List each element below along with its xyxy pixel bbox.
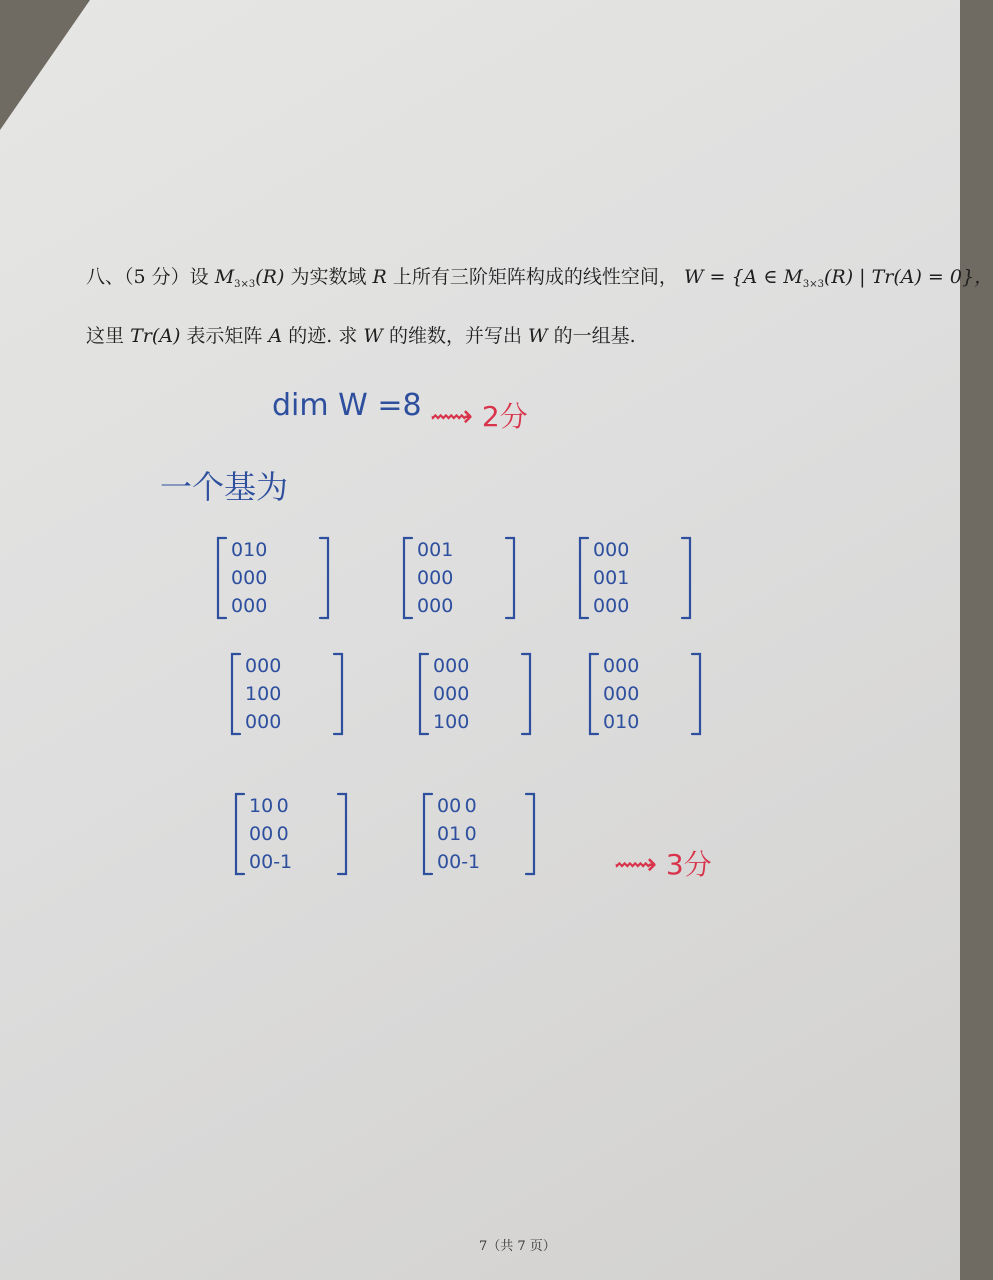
matrix-entry: -1 bbox=[273, 851, 293, 873]
matrix-entry: 0 bbox=[257, 683, 270, 705]
matrix-entry: 1 bbox=[615, 711, 628, 733]
matrix-entry: 1 bbox=[245, 683, 258, 705]
matrix-entry: 0 bbox=[615, 683, 628, 705]
right-bracket bbox=[692, 654, 700, 734]
matrix-entry: 1 bbox=[449, 823, 462, 845]
problem-prefix: 八、（5 分）设 bbox=[86, 266, 209, 288]
matrix-entries bbox=[593, 536, 629, 620]
set-definition: W = {A ∈ M bbox=[683, 266, 803, 288]
matrix-entry: 0 bbox=[457, 711, 470, 733]
matrix-row bbox=[603, 652, 639, 680]
matrix-entry: -1 bbox=[461, 851, 481, 873]
matrix-entries bbox=[437, 792, 480, 876]
matrix-entry: 0 bbox=[441, 595, 454, 617]
matrix-space-subscript: 3×3 bbox=[234, 279, 256, 290]
trace-expression: Tr(A) bbox=[130, 325, 181, 347]
matrix-row bbox=[231, 536, 267, 564]
matrix-row bbox=[433, 708, 469, 736]
matrix-entry: 0 bbox=[593, 567, 606, 589]
matrix-entry: 0 bbox=[457, 655, 470, 677]
matrix-entry: 0 bbox=[464, 795, 477, 817]
matrix-entry: 0 bbox=[245, 711, 258, 733]
matrix-entry: 0 bbox=[429, 567, 442, 589]
squiggle-arrow-icon-2: ⟿ bbox=[614, 847, 658, 882]
line2-text-d: 的维数，并写出 bbox=[388, 325, 522, 347]
matrix-entry: 0 bbox=[231, 567, 244, 589]
matrix-entry: 0 bbox=[437, 795, 450, 817]
matrix-row bbox=[417, 536, 453, 564]
score-annotation-basis bbox=[614, 843, 712, 883]
matrix-entry: 0 bbox=[603, 655, 616, 677]
line2-text-c: 的迹. 求 bbox=[288, 325, 358, 347]
matrix-row bbox=[437, 848, 480, 876]
matrix-entry: 0 bbox=[269, 711, 282, 733]
matrix-entry: 0 bbox=[615, 655, 628, 677]
right-bracket bbox=[320, 538, 328, 618]
matrix-row bbox=[593, 536, 629, 564]
matrix-row bbox=[249, 792, 292, 820]
left-bracket bbox=[420, 654, 428, 734]
matrix-entry: 0 bbox=[437, 851, 450, 873]
problem-rest-text: 上所有三阶矩阵构成的线性空间， bbox=[392, 266, 678, 288]
matrix-entry: 0 bbox=[445, 683, 458, 705]
matrix-entry: 0 bbox=[276, 795, 289, 817]
matrix-row bbox=[433, 680, 469, 708]
matrix-row bbox=[417, 564, 453, 592]
matrix-entry: 0 bbox=[257, 655, 270, 677]
matrix-entry: 0 bbox=[243, 567, 256, 589]
dimension-answer: dim W =8 bbox=[272, 388, 422, 423]
matrix-entry: 0 bbox=[603, 711, 616, 733]
page-footer: 7（共 7 页） bbox=[479, 1239, 556, 1254]
left-bracket bbox=[404, 538, 412, 618]
matrix-row bbox=[245, 680, 281, 708]
matrix-row bbox=[593, 592, 629, 620]
matrix-entry: 0 bbox=[605, 595, 618, 617]
matrix-entry: 0 bbox=[605, 539, 618, 561]
matrix-entry: 0 bbox=[429, 595, 442, 617]
right-bracket bbox=[682, 538, 690, 618]
right-bracket bbox=[522, 654, 530, 734]
matrix-entry: 0 bbox=[249, 851, 262, 873]
matrix-row bbox=[249, 820, 292, 848]
matrix-entries bbox=[249, 792, 292, 876]
set-definition-tail: (R) | Tr(A) = 0}， bbox=[823, 266, 993, 288]
left-bracket bbox=[232, 654, 240, 734]
matrix-entry: 0 bbox=[437, 823, 450, 845]
matrix-entries bbox=[245, 652, 281, 736]
matrix-entry: 0 bbox=[417, 567, 430, 589]
matrix-entry: 0 bbox=[627, 655, 640, 677]
matrix-entries bbox=[603, 652, 639, 736]
matrix-entry: 0 bbox=[449, 795, 462, 817]
matrix-entry: 0 bbox=[617, 595, 630, 617]
matrix-space-arg: (R) bbox=[255, 266, 285, 288]
matrix-entries bbox=[417, 536, 453, 620]
right-bracket bbox=[338, 794, 346, 874]
left-bracket bbox=[218, 538, 226, 618]
matrix-entries bbox=[231, 536, 267, 620]
matrix-row bbox=[603, 680, 639, 708]
matrix-entry: 0 bbox=[603, 683, 616, 705]
matrix-entry: 0 bbox=[255, 595, 268, 617]
matrix-row bbox=[437, 792, 480, 820]
matrix-entry: 0 bbox=[417, 539, 430, 561]
matrix-entry: 0 bbox=[255, 567, 268, 589]
matrix-entry: 0 bbox=[593, 595, 606, 617]
matrix-row bbox=[249, 848, 292, 876]
matrix-entry: 0 bbox=[429, 539, 442, 561]
matrix-entry: 0 bbox=[276, 823, 289, 845]
matrix-entry: 0 bbox=[445, 711, 458, 733]
left-bracket bbox=[236, 794, 244, 874]
matrix-entry: 0 bbox=[457, 683, 470, 705]
matrix-entry: 0 bbox=[245, 655, 258, 677]
matrix-entry: 0 bbox=[445, 655, 458, 677]
field-symbol: R bbox=[372, 266, 387, 288]
problem-line-2 bbox=[86, 321, 636, 348]
score-annotation-dimension bbox=[430, 395, 528, 435]
w-symbol: W bbox=[363, 325, 383, 347]
matrix-entry: 1 bbox=[441, 539, 454, 561]
line2-text-b: 表示矩阵 bbox=[186, 325, 263, 347]
matrix-entry: 0 bbox=[257, 711, 270, 733]
squiggle-arrow-icon: ⟿ bbox=[430, 399, 474, 434]
matrix-space-symbol: M bbox=[214, 266, 235, 288]
matrix-row bbox=[603, 708, 639, 736]
matrix-entry: 1 bbox=[617, 567, 630, 589]
matrix-entries bbox=[433, 652, 469, 736]
left-bracket bbox=[580, 538, 588, 618]
w-symbol-2: W bbox=[528, 325, 548, 347]
matrix-entry: 1 bbox=[243, 539, 256, 561]
problem-mid-text: 为实数域 bbox=[290, 266, 367, 288]
matrix-entry: 0 bbox=[249, 823, 262, 845]
left-bracket bbox=[590, 654, 598, 734]
matrix-entry: 1 bbox=[433, 711, 446, 733]
matrix-entry: 0 bbox=[605, 567, 618, 589]
matrix-entry: 0 bbox=[627, 683, 640, 705]
matrix-entry: 0 bbox=[269, 655, 282, 677]
right-bracket bbox=[526, 794, 534, 874]
matrix-entry: 0 bbox=[261, 851, 274, 873]
matrix-entry: 0 bbox=[617, 539, 630, 561]
line2-text-a: 这里 bbox=[86, 325, 125, 347]
matrix-row bbox=[593, 564, 629, 592]
matrix-row bbox=[417, 592, 453, 620]
matrix-entry: 1 bbox=[249, 795, 262, 817]
matrix-entry: 0 bbox=[627, 711, 640, 733]
matrix-entry: 0 bbox=[261, 795, 274, 817]
score-basis-text: 3分 bbox=[665, 848, 712, 881]
matrix-row bbox=[231, 564, 267, 592]
matrix-entry: 0 bbox=[261, 823, 274, 845]
matrix-entry: 0 bbox=[593, 539, 606, 561]
score-dimension-text: 2分 bbox=[481, 400, 528, 433]
matrix-entry: 0 bbox=[231, 539, 244, 561]
matrix-entry: 0 bbox=[269, 683, 282, 705]
matrix-row bbox=[245, 708, 281, 736]
matrix-entry: 0 bbox=[243, 595, 256, 617]
problem-line-1 bbox=[86, 262, 993, 290]
matrix-entry: 0 bbox=[449, 851, 462, 873]
matrix-entry: 0 bbox=[464, 823, 477, 845]
matrix-row bbox=[245, 652, 281, 680]
matrix-entry: 0 bbox=[441, 567, 454, 589]
left-bracket bbox=[424, 794, 432, 874]
right-bracket bbox=[506, 538, 514, 618]
matrix-entry: 0 bbox=[433, 655, 446, 677]
set-subscript: 3×3 bbox=[802, 279, 824, 290]
matrix-entry: 0 bbox=[255, 539, 268, 561]
matrix-entry: 0 bbox=[433, 683, 446, 705]
matrix-entry: 0 bbox=[417, 595, 430, 617]
matrix-row bbox=[231, 592, 267, 620]
matrix-row bbox=[437, 820, 480, 848]
matrix-a-symbol: A bbox=[268, 325, 283, 347]
basis-label: 一个基为 bbox=[160, 468, 289, 506]
matrix-entry: 0 bbox=[231, 595, 244, 617]
matrix-row bbox=[433, 652, 469, 680]
line2-text-e: 的一组基. bbox=[553, 325, 636, 347]
right-bracket bbox=[334, 654, 342, 734]
